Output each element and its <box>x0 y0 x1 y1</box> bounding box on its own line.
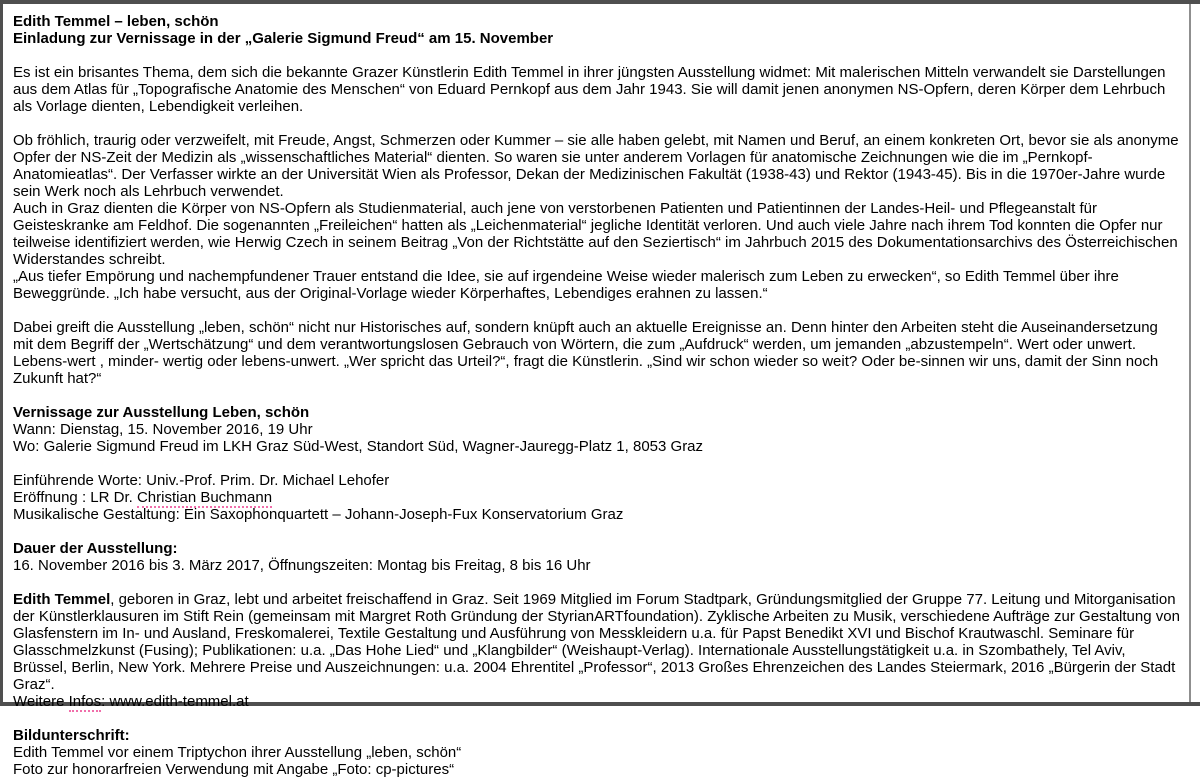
caption-line-2: Foto zur honorarfreien Verwendung mit Angabe „Foto: cp-pictures“ <box>13 761 455 778</box>
press-release-text <box>3 4 1186 778</box>
more-info-url: : www.edith-temmel.at <box>101 693 249 710</box>
paragraph-intro: Es ist ein brisantes Thema, dem sich die bekannte Grazer Künstlerin Edith Temmel in ihrer jüngsten Ausstellung widmet: Mit malerischen Mitteln verwandelt sie Darstellungen aus dem Atlas für „Topografische Anatomie des Menschen“ von Eduard Pernkopf aus dem Jahr 1943. Sie will damit jenen anonymen NS-Opfern, deren Körper dem Lehrbuch als Vorlage dienten, Lebendigkeit verleihen. <box>13 64 1166 115</box>
more-info-prefix: Weitere <box>13 693 69 710</box>
caption-line-1: Edith Temmel vor einem Triptychon ihrer Ausstellung „leben, schön“ <box>13 744 462 761</box>
biography-name: Edith Temmel <box>13 591 111 608</box>
caption-heading: Bildunterschrift: <box>13 727 130 744</box>
more-info-line <box>13 693 1182 710</box>
vernissage-opening <box>13 489 1182 506</box>
biography-text: , geboren in Graz, lebt und arbeitet freischaffend in Graz. Seit 1969 Mitglied im Forum Stadtpark, Gründungsmitglied der Gruppe 77. Leitung und Mitorganisation der Künstlerklausuren im Stift Rein (gemeinsam mit Margret Roth Gründung der StyrianARTfoundation). Zyklische Arbeiten zu Musik, verschiedene Aufträge zur Gestaltung von Glasfenstern im In- und Ausland, Freskomalerei, Textile Gestaltung und Ausführung von Messkleidern u.a. für Papst Benedikt XVI und Bischof Krautwaschl. Seminare für Glasschmelzkunst (Fusing); Publikationen: u.a. „Das Hohe Lied“ und „Klangbilder“ (Weishaupt-Verlag). Internationale Ausstellungstätigkeit u.a. in Szombathely, Tel Aviv, Brüssel, Berlin, New York. Mehrere Preise und Auszeichnungen: u.a. 2004 Ehrentitel „Professor“, 2013 Großes Ehrenzeichen des Landes Steiermark, 2016 „Bürgerin der Stadt Graz“. <box>13 591 1180 693</box>
page-right-border <box>1189 4 1191 702</box>
duration-text: 16. November 2016 bis 3. März 2017, Öffnungszeiten: Montag bis Freitag, 8 bis 16 Uhr <box>13 557 591 574</box>
paragraph-history-1: Ob fröhlich, traurig oder verzweifelt, mit Freude, Angst, Schmerzen oder Kummer – sie alle haben gelebt, mit Namen und Beruf, an einem konkreten Ort, bevor sie als anonyme Opfer der NS-Zeit der Medizin als „wissenschaftliches Material“ dienten. So waren sie unter anderem Vorlagen für anatomische Zeichnungen wie die im „Pernkopf-Anatomieatlas“. Der Verfasser wirkte an der Universität Wien als Professor, Dekan der Medizinischen Fakultät (1938-43) und Rektor (1943-45). Bis in die 1970er-Jahre wurde sein Werk noch als Lehrbuch verwendet. <box>13 132 1179 200</box>
vernissage-music: Musikalische Gestaltung: Ein Saxophonquartett – Johann-Joseph-Fux Konservatorium Graz <box>13 506 624 523</box>
vernissage-where: Wo: Galerie Sigmund Freud im LKH Graz Süd-West, Standort Süd, Wagner-Jauregg-Platz 1, 8053 Graz <box>13 438 704 455</box>
spellcheck-underline-infos: Infos <box>68 693 102 710</box>
vernissage-intro-words: Einführende Worte: Univ.-Prof. Prim. Dr. Michael Lehofer <box>13 472 390 489</box>
duration-heading: Dauer der Ausstellung: <box>13 540 178 557</box>
biography-paragraph <box>13 591 1182 693</box>
paragraph-history-2: Auch in Graz dienten die Körper von NS-Opfern als Studienmaterial, auch jene von verstorbenen Patienten und Patientinnen der Landes-Heil- und Pflegeanstalt für Geisteskranke am Feldhof. Die sogenannten „Freileichen“ hatten als „Leichenmaterial“ jegliche Identität verloren. Und auch viele Jahre nach ihrem Tod konnten die Opfer nur teilweise identifiziert werden, wie Herwig Czech in seinem Beitrag „Von der Richtstätte auf den Seziertisch“ im Jahrbuch 2015 des Dokumentationsarchivs des Österreichischen Widerstandes schreibt. <box>13 200 1178 268</box>
paragraph-history-3: „Aus tiefer Empörung und nachempfundener Trauer entstand die Idee, sie auf irgendeine Weise wieder malerisch zum Leben zu erwecken“, so Edith Temmel über ihre Beweggründe. „Ich habe versucht, aus der Original-Vorlage wieder Körperhaftes, Lebendiges erahnen zu lassen.“ <box>13 268 1119 302</box>
doc-title: Edith Temmel – leben, schön <box>13 13 219 30</box>
spellcheck-underline-name: Christian Buchmann <box>136 489 273 506</box>
vernissage-heading: Vernissage zur Ausstellung Leben, schön <box>13 404 310 421</box>
doc-subtitle: Einladung zur Vernissage in der „Galerie Sigmund Freud“ am 15. November <box>13 30 554 47</box>
vernissage-opening-prefix: Eröffnung : LR Dr. <box>13 489 137 506</box>
paragraph-relevance: Dabei greift die Ausstellung „leben, schön“ nicht nur Historisches auf, sondern knüpft auch an aktuelle Ereignisse an. Denn hinter den Arbeiten steht die Auseinandersetzung mit dem Begriff der „Wertschätzung“ und dem verantwortungslosen Gebrauch von Wörtern, die zum „Aufdruck“ werden, um jemanden „abzustempeln“. Wert oder unwert. Lebens-wert , minder- wertig oder lebens-unwert. „Wer spricht das Urteil?“, fragt die Künstlerin. „Sind wir schon wieder so weit? Oder be-sinnen wir uns, damit der Sinn noch Zukunft hat?“ <box>13 319 1159 387</box>
vernissage-when: Wann: Dienstag, 15. November 2016, 19 Uhr <box>13 421 313 438</box>
